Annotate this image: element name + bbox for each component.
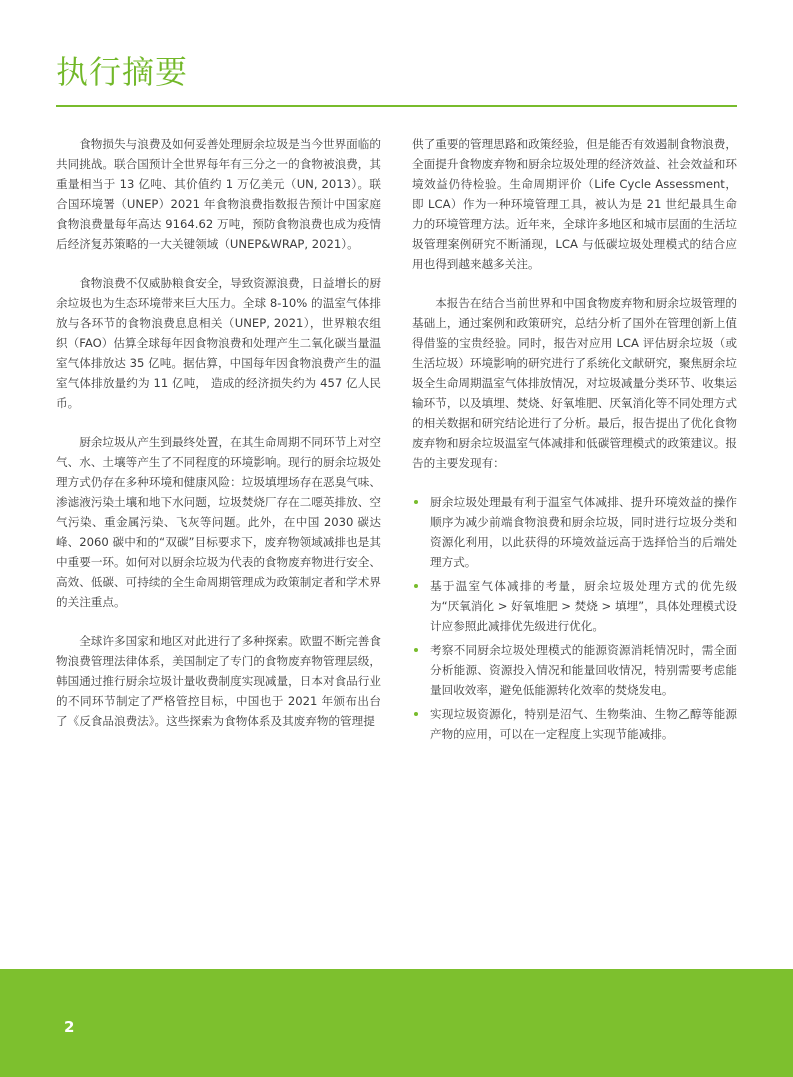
bullet-dot-icon [414, 712, 418, 716]
paragraph-global-exploration: 全球许多国家和地区对此进行了多种探索。欧盟不断完善食物浪费管理法律体系，美国制定了专门的食物废弃物管理层级，韩国通过推行厨余垃圾计量收费制度实现减量，日本对食品行业的不同环节制定了严格管控目标，中国也于 2021 年颁布出台了《反食品浪费法》。这些探索为食物体系及其废弃物的管理提 [56, 634, 381, 728]
paragraph-continued-lca: 供了重要的管理思路和政策经验，但是能否有效遏制食物浪费，全面提升食物废弃物和厨余垃圾处理的经济效益、社会效益和环境效益仍待检验。生命周期评价（Life Cycle Assessment，即 LCA）作为一种环境管理工具，被认为是 21 世纪最具生命力的环境管理方法。近年来，全球许多地区和城市层面的生活垃圾管理案例研究不断涌现，LCA 与低碳垃圾处理模式的结合应用也得到越来越多关注。 [412, 137, 737, 271]
left-column [56, 134, 381, 750]
paragraph-kitchen-waste-lifecycle: 厨余垃圾从产生到最终处置，在其生命周期不同环节上对空气、水、土壤等产生了不同程度的环境影响。现行的厨余垃圾处理方式仍存在多种环境和健康风险：垃圾填埋场存在恶臭气味、渗滤液污染土壤和地下水问题，垃圾焚烧厂存在二噁英排放、空气污染、重金属污染、飞灰等问题。此外，在中国 2030 碳达峰、2060 碳中和的“双碳”目标要求下，废弃物领域减排也是其中重要一环。如何对以厨余垃圾为代表的食物废弃物进行安全、高效、低碳、可持续的全生命周期管理成为政策制定者和学术界的关注重点。 [56, 435, 381, 609]
key-findings-list [412, 492, 737, 744]
paragraph-food-waste-impact: 食物浪费不仅威胁粮食安全，导致资源浪费，日益增长的厨余垃圾也为生态环境带来巨大压力。全球 8-10% 的温室气体排放与各环节的食物浪费息息相关（UNEP, 2021），世界粮农组织（FAO）估算全球每年因食物浪费和处理产生二氧化碳当量温室气体排放达 35 亿吨。据估算，中国每年因食物浪费产生的温室气体排放量约为 11 亿吨， 造成的经济损失约为 457 亿人民币。 [56, 276, 381, 410]
list-item-text: 基于温室气体减排的考量，厨余垃圾处理方式的优先级为“厌氧消化 > 好氧堆肥 > 焚烧 > 填埋”，具体处理模式设计应参照此减排优先级进行优化。 [430, 579, 737, 633]
list-item-text: 考察不同厨余垃圾处理模式的能源资源消耗情况时，需全面分析能源、资源投入情况和能量回收情况，特别需要考虑能量回收效率，避免低能源转化效率的焚烧发电。 [430, 643, 737, 697]
page-title: 执行摘要 [56, 53, 189, 91]
right-column [412, 134, 737, 748]
list-item [412, 704, 737, 744]
paragraph-report-overview: 本报告在结合当前世界和中国食物废弃物和厨余垃圾管理的基础上，通过案例和政策研究，总结分析了国外在管理创新上值得借鉴的宝贵经验。同时，报告对应用 LCA 评估厨余垃圾（或生活垃圾）环境影响的研究进行了系统化文献研究，聚焦厨余垃圾全生命周期温室气体排放情况，对垃圾减量分类环节、收集运输环节，以及填埋、焚烧、好氧堆肥、厌氧消化等不同处理方式的相关数据和研究结论进行了分析。最后，报告提出了优化食物废弃物和厨余垃圾温室气体减排和低碳管理模式的政策建议。报告的主要发现有： [412, 296, 737, 470]
paragraph-food-loss: 食物损失与浪费及如何妥善处理厨余垃圾是当今世界面临的共同挑战。联合国预计全世界每年有三分之一的食物被浪费，其重量相当于 13 亿吨、其价值约 1 万亿美元（UN, 2013）。联合国环境署（UNEP）2021 年食物浪费指数报告预计中国家庭食物浪费量每年高达 9164.62 万吨，预防食物浪费也成为疫情后经济复苏策略的一大关键领域（UNEP&WRAP, 2021）。 [56, 137, 381, 251]
bullet-dot-icon [414, 648, 418, 652]
bullet-dot-icon [414, 584, 418, 588]
list-item-text: 实现垃圾资源化，特别是沼气、生物柴油、生物乙醇等能源产物的应用，可以在一定程度上实现节能减排。 [430, 707, 737, 741]
page-footer [0, 969, 793, 1077]
list-item-text: 厨余垃圾处理最有利于温室气体减排、提升环境效益的操作顺序为减少前端食物浪费和厨余垃圾，同时进行垃圾分类和资源化利用，以此获得的环境效益远高于选择恰当的后端处理方式。 [430, 495, 737, 569]
list-item [412, 576, 737, 636]
list-item [412, 492, 737, 572]
page-number: 2 [64, 1018, 75, 1036]
list-item [412, 640, 737, 700]
bullet-dot-icon [414, 500, 418, 504]
title-divider [56, 105, 737, 107]
